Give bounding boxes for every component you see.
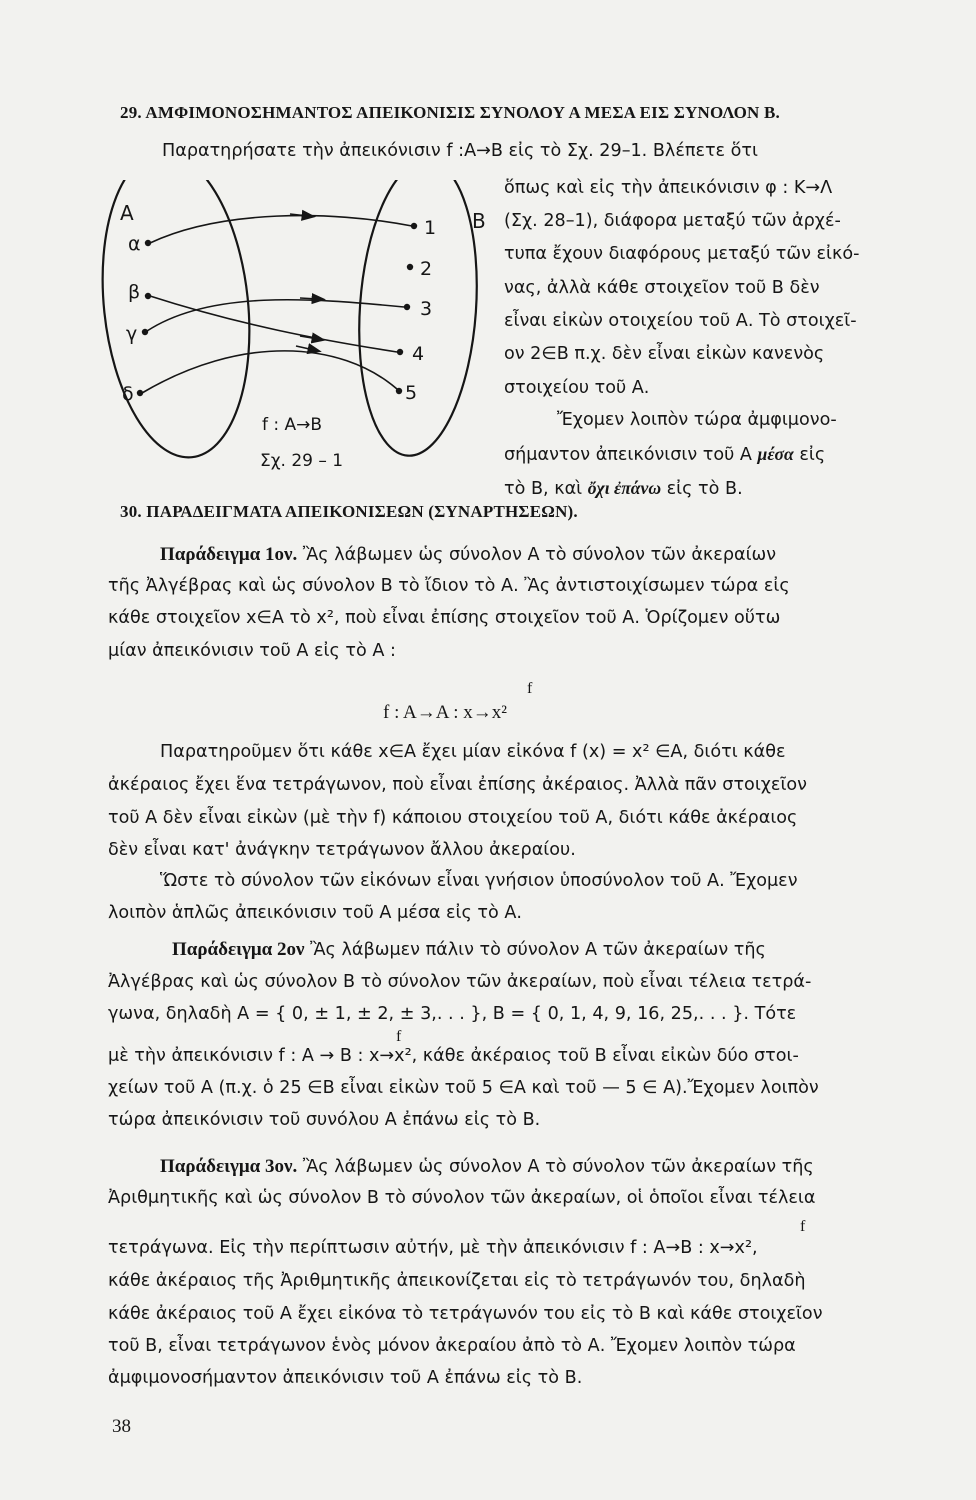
ex1-line-9: Ὥστε τὸ σύνολον τῶν εἰκόνων εἶναι γνήσιον ὑποσύνολον τοῦ Α. Ἔχομεν xyxy=(160,871,798,891)
s29-line-11-pre: τὸ Β, καὶ xyxy=(504,479,588,499)
ex2-line-2: Ἀλγέβρας καὶ ὡς σύνολον Β τὸ σύνολον τῶν ἀκεραίων, ποὺ εἶναι τέλεια τετρά- xyxy=(108,972,812,992)
b-element-1: 1 xyxy=(424,217,437,239)
b-dot-5 xyxy=(396,388,402,394)
arrowhead-delta xyxy=(296,346,314,350)
s29-line-1: Παρατηρήσατε τὴν ἀπεικόνισιν f :A→B εἰς τὸ Σχ. 29–1. Βλέπετε ὅτι xyxy=(162,141,758,161)
s29-line-2: ὅπως καὶ εἰς τὴν ἀπεικόνισιν φ : Κ→Λ xyxy=(504,178,833,198)
s29-line-5: νας, ἀλλὰ κάθε στοιχεῖον τοῦ Β δὲν xyxy=(504,278,820,298)
b-element-4: 4 xyxy=(412,343,425,365)
ex3-line-4: κάθε ἀκέραιος τῆς Ἀριθμητικῆς ἀπεικονίζεται εἰς τὸ τετράγωνόν του, δηλαδὴ xyxy=(108,1271,806,1291)
set-b-ellipse xyxy=(350,180,486,460)
ex1-line-3: κάθε στοιχεῖον x∈A τὸ x², ποὺ εἶναι ἐπίσης στοιχεῖον τοῦ Α. Ὁρίζομεν οὕτω xyxy=(108,608,781,628)
ex3-line-7: ἀμφιμονοσήμαντον ἀπεικόνισιν τοῦ Α ἐπάνω εἰς τὸ Β. xyxy=(108,1368,583,1388)
ex1-line-1 xyxy=(160,545,776,565)
b-dot-2 xyxy=(407,264,413,270)
ex1-line-8: δὲν εἶναι κατ' ἀνάγκην τετράγωνον ἄλλου ἀκεραίου. xyxy=(108,840,576,860)
b-dot-4 xyxy=(397,349,403,355)
s29-line-7: ον 2∈Β π.χ. δὲν εἶναι εἰκὼν κανενὸς xyxy=(504,344,825,364)
section-30-title: 30. ΠΑΡΑΔΕΙΓΜΑΤΑ ΑΠΕΙΚΟΝΙΣΕΩΝ (ΣΥΝΑΡΤΗΣΕΩΝ). xyxy=(120,502,578,521)
ex2-line-4: μὲ τὴν ἀπεικόνισιν f : Α → Β : x→x², κάθε ἀκέραιος τοῦ Β εἶναι εἰκὼν δύο στοι- xyxy=(108,1046,799,1066)
ex2-line-6: τώρα ἀπεικόνισιν τοῦ συνόλου Α ἐπάνω εἰς τὸ Β. xyxy=(108,1110,541,1130)
s29-line-4: τυπα ἔχουν διαφόρους μεταξύ τῶν εἰκό- xyxy=(504,244,860,264)
map-label: f : A→B xyxy=(262,415,323,435)
s29-emphasis-mesa: μέσα xyxy=(757,444,794,464)
s29-line-11 xyxy=(504,480,743,499)
ex3-line-3: τετράγωνα. Εἰς τὴν περίπτωσιν αὐτήν, μὲ τὴν ἀπεικόνισιν f : A→B : x→x², xyxy=(108,1238,758,1258)
ex1-line-7: τοῦ Α δὲν εἶναι εἰκὼν (μὲ τὴν f) κάποιου στοιχείου τοῦ Α, διότι κάθε ἀκέραιος xyxy=(108,808,798,828)
set-b-label: Β xyxy=(472,209,486,233)
set-a-label: Α xyxy=(120,201,134,225)
ex2-label: Παράδειγμα 2ον xyxy=(172,939,305,960)
s29-line-11-post: εἰς τὸ Β. xyxy=(661,479,743,499)
ex3-label: Παράδειγμα 3ον. xyxy=(160,1156,298,1177)
a-dot-alpha xyxy=(145,240,151,246)
b-dot-1 xyxy=(411,223,417,229)
ex3-line-5: κάθε ἀκέραιος τοῦ Α ἔχει εἰκόνα τὸ τετράγωνόν του εἰς τὸ Β καὶ κάθε στοιχεῖον xyxy=(108,1304,823,1324)
s29-line-10-pre: σήμαντον ἀπεικόνισιν τοῦ Α xyxy=(504,445,758,465)
b-element-5: 5 xyxy=(405,382,418,404)
section-29-title: 29. ΑΜΦΙΜΟΝΟΣΗΜΑΝΤΟΣ ΑΠΕΙΚΟΝΙΣΙΣ ΣΥΝΟΛΟΥ Α ΜΕΣΑ ΕΙΣ ΣΥΝΟΛΟΝ Β. xyxy=(120,103,780,122)
s29-line-6: εἶναι εἰκὼν οτοιχείου τοῦ Α. Τὸ στοιχεῖ- xyxy=(504,311,857,331)
a-element-gamma: γ xyxy=(126,323,138,345)
s29-line-8: στοιχείου τοῦ Α. xyxy=(504,378,650,398)
ex2-line-1-text: Ἂς λάβωμεν πάλιν τὸ σύνολον Α τῶν ἀκεραίων τῆς xyxy=(310,940,766,960)
ex1-formula: f : A→A : x→x² xyxy=(383,702,507,723)
s29-line-10-post: εἰς xyxy=(793,445,826,465)
ex2-line-5: χείων τοῦ Α (π.χ. ὁ 25 ∈Β εἶναι εἰκὼν τοῦ 5 ∈A καὶ τοῦ — 5 ∈ Α).Ἔχομεν λοιπὸν xyxy=(108,1078,819,1098)
ex1-formula-f: f xyxy=(527,680,533,697)
arrow-gamma-to-3 xyxy=(147,300,404,331)
a-element-delta: δ xyxy=(122,383,134,405)
s29-line-9: Ἔχομεν λοιπὸν τώρα ἀμφιμονο- xyxy=(557,410,837,430)
b-element-2: 2 xyxy=(420,258,433,280)
s29-line-3: (Σχ. 28–1), διάφορα μεταξύ τῶν ἀρχέ- xyxy=(504,211,841,231)
s29-line-10 xyxy=(504,446,825,465)
ex3-line-6: τοῦ Β, εἶναι τετράγωνον ἑνὸς μόνον ἀκεραίου ἀπὸ τὸ Α. Ἔχομεν λοιπὸν τώρα xyxy=(108,1336,796,1356)
a-dot-beta xyxy=(145,293,151,299)
ex3-line-2: Ἀριθμητικῆς καὶ ὡς σύνολον Β τὸ σύνολον τῶν ἀκεραίων, οἱ ὁποῖοι εἶναι τέλεια xyxy=(108,1188,816,1208)
b-element-3: 3 xyxy=(420,298,433,320)
a-dot-delta xyxy=(137,390,143,396)
ex2-line-1 xyxy=(172,940,766,960)
arrowhead-gamma xyxy=(300,298,318,299)
ex3-line-1 xyxy=(160,1157,814,1177)
arrow-delta-to-5 xyxy=(142,351,397,393)
a-dot-gamma xyxy=(142,329,148,335)
ex1-line-10: λοιπὸν ἁπλῶς ἀπεικόνισιν τοῦ Α μέσα εἰς τὸ Α. xyxy=(108,903,523,923)
ex3-formula-f: f xyxy=(800,1218,806,1235)
mapping-diagram xyxy=(100,180,500,510)
ex1-line-1-text: Ἂς λάβωμεν ὡς σύνολον Α τὸ σύνολον τῶν ἀκεραίων xyxy=(302,545,777,565)
page-number: 38 xyxy=(112,1416,131,1437)
b-dot-3 xyxy=(404,304,410,310)
ex2-line-3: γωνα, δηλαδὴ Α = { 0, ± 1, ± 2, ± 3,. . . }, Β = { 0, 1, 4, 9, 16, 25,. . . }. Τότε xyxy=(108,1004,797,1024)
ex2-formula-f: f xyxy=(396,1028,402,1045)
a-element-alpha: α xyxy=(128,233,141,255)
a-element-beta: β xyxy=(128,281,141,303)
ex1-line-6: ἀκέραιος ἔχει ἕνα τετράγωνον, ποὺ εἶναι ἐπίσης ἀκέραιος. Ἀλλὰ πᾶν στοιχεῖον xyxy=(108,775,807,795)
s29-emphasis-epano: ὄχι ἐπάνω xyxy=(587,478,662,498)
ex1-line-4: μίαν ἀπεικόνισιν τοῦ Α εἰς τὸ Α : xyxy=(108,641,396,661)
ex3-line-1-text: Ἂς λάβωμεν ὡς σύνολον Α τὸ σύνολον τῶν ἀκεραίων τῆς xyxy=(302,1157,814,1177)
ex1-label: Παράδειγμα 1ον. xyxy=(160,544,298,565)
figure-caption: Σχ. 29 – 1 xyxy=(260,451,344,471)
ex1-line-5: Παρατηροῦμεν ὅτι κάθε x∈A ἔχει μίαν εἰκόνα f (x) = x² ∈A, διότι κάθε xyxy=(160,742,786,762)
ex1-line-2: τῆς Ἀλγέβρας καὶ ὡς σύνολον Β τὸ ἴδιον τὸ Α. Ἂς ἀντιστοιχίσωμεν τώρα εἰς xyxy=(108,576,790,596)
